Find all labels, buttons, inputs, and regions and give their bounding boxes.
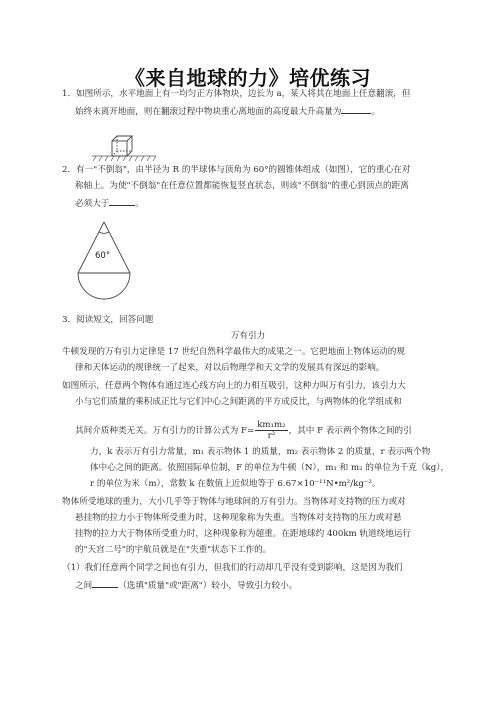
ground-hatch (92, 156, 156, 161)
q1-line-2-end: 。 (371, 107, 381, 117)
q3-para2-line-5: 体中心之间的距离。依照国际单位制，F 的单位为牛顿（N），m₁ 和 m₂ 的单位为千克（kg）， (90, 463, 450, 473)
q3-para3-line-4: 的"天宫二号"的宇航员就是在"失重"状态下工作的。 (75, 545, 272, 555)
formula-intro: 其间介质种类无关。万有引力的计算公式为 F= (75, 426, 255, 436)
q3-sub1-answer-blank[interactable] (92, 578, 118, 588)
q2-line-2: 称轴上。为使"不倒翁"在任意位置都能恢复竖直状态，则该"不倒翁"的重心到顶点的距离 (75, 181, 409, 191)
cube-figure (90, 132, 160, 164)
q3-para1-line-1: 牛顿发现的万有引力定律是 17 世纪自然科学最伟大的成果之一。它把地面上物体运动的规 (62, 347, 405, 357)
q3-para3-line-3: 挂物的拉力大于物体所受重力时，这种现象称为超重。在距地球约 400km 轨道绕地运行 (75, 529, 412, 539)
apex-angle-label: 60° (95, 251, 111, 261)
q2-line-3-text: 必须大于 (75, 199, 110, 209)
q1-answer-blank[interactable] (341, 104, 371, 114)
q2-line-3-end: 。 (135, 199, 144, 209)
q1-line-2-text: 始终未离开地面，则在翻滚过程中物块重心离地面的高度最大升高量为 (75, 107, 342, 117)
formula-denominator: r² (267, 431, 276, 441)
gravitation-formula (255, 420, 287, 441)
q3-para2-line-6: r 的单位为米（m），常数 k 在数值上近似地等于 6.67×10⁻¹¹N•m²/kg⁻²。 (90, 479, 381, 489)
q2-answer-blank[interactable] (109, 196, 135, 206)
q3-intro: 3．阅读短文，回答问题 (62, 315, 154, 325)
q3-sub1-line-1: （1）我们任意两个同学之间也有引力，但我们的行动却几乎没有受到影响，这是因为我们 (62, 563, 403, 573)
q3-sub1-line-2-text: 之间 (75, 581, 93, 591)
q3-para3-line-1: 物体所受地球的重力，大小几乎等于物体与地球间的万有引力。当物体对支持物的压力或对 (62, 497, 406, 507)
q3-para2-line-1: 如图所示，任意两个物体有通过连心线方向上的力相互吸引，这种力叫万有引力，该引力大 (62, 381, 406, 391)
page-title: 《来自地球的力》培优练习 (125, 66, 371, 90)
q3-para2-line-4: 力，k 表示万有引力常量，m₁ 表示物体 1 的质量，m₂ 表示物体 2 的质量，r 表示两个物 (90, 447, 431, 457)
cube (112, 136, 132, 156)
tumbler-figure (70, 219, 140, 315)
q2-line-3 (75, 196, 144, 211)
formula-outro: ，其中 F 表示两个物体之间的引 (288, 426, 412, 436)
q1-line-1: 1．如图所示，水平地面上有一均匀正方体物块，边长为 a，某人将其在地面上任意翻滚，但 (62, 89, 411, 99)
q3-heading: 万有引力 (230, 331, 266, 341)
q3-sub1-line-2 (75, 578, 297, 593)
q1-line-2 (75, 104, 380, 119)
q3-para1-line-2: 律和天体运动的规律统一了起来，对以后物理学和天文学的发展具有深远的影响。 (75, 363, 385, 373)
q3-para2-line-2: 小与它们质量的乘积成正比与它们中心之间距离的平方成反比，与两物体的化学组成和 (75, 397, 402, 407)
q3-para3-line-2: 悬挂物的拉力小于物体所受重力时，这种现象称为失重。当物体对支持物的压力或对悬 (75, 513, 402, 523)
q3-sub1-line-2-end: （选填"质量"或"距离"）较小，导致引力较小。 (118, 581, 298, 591)
formula-numerator: km₁m₂ (257, 420, 286, 430)
q3-para2-line-3 (75, 420, 412, 442)
q2-line-1: 2．有一"不倒翁"，由半径为 R 的半球体与顶角为 60°的圆锥体组成（如图），它的重心在对 (62, 165, 411, 175)
